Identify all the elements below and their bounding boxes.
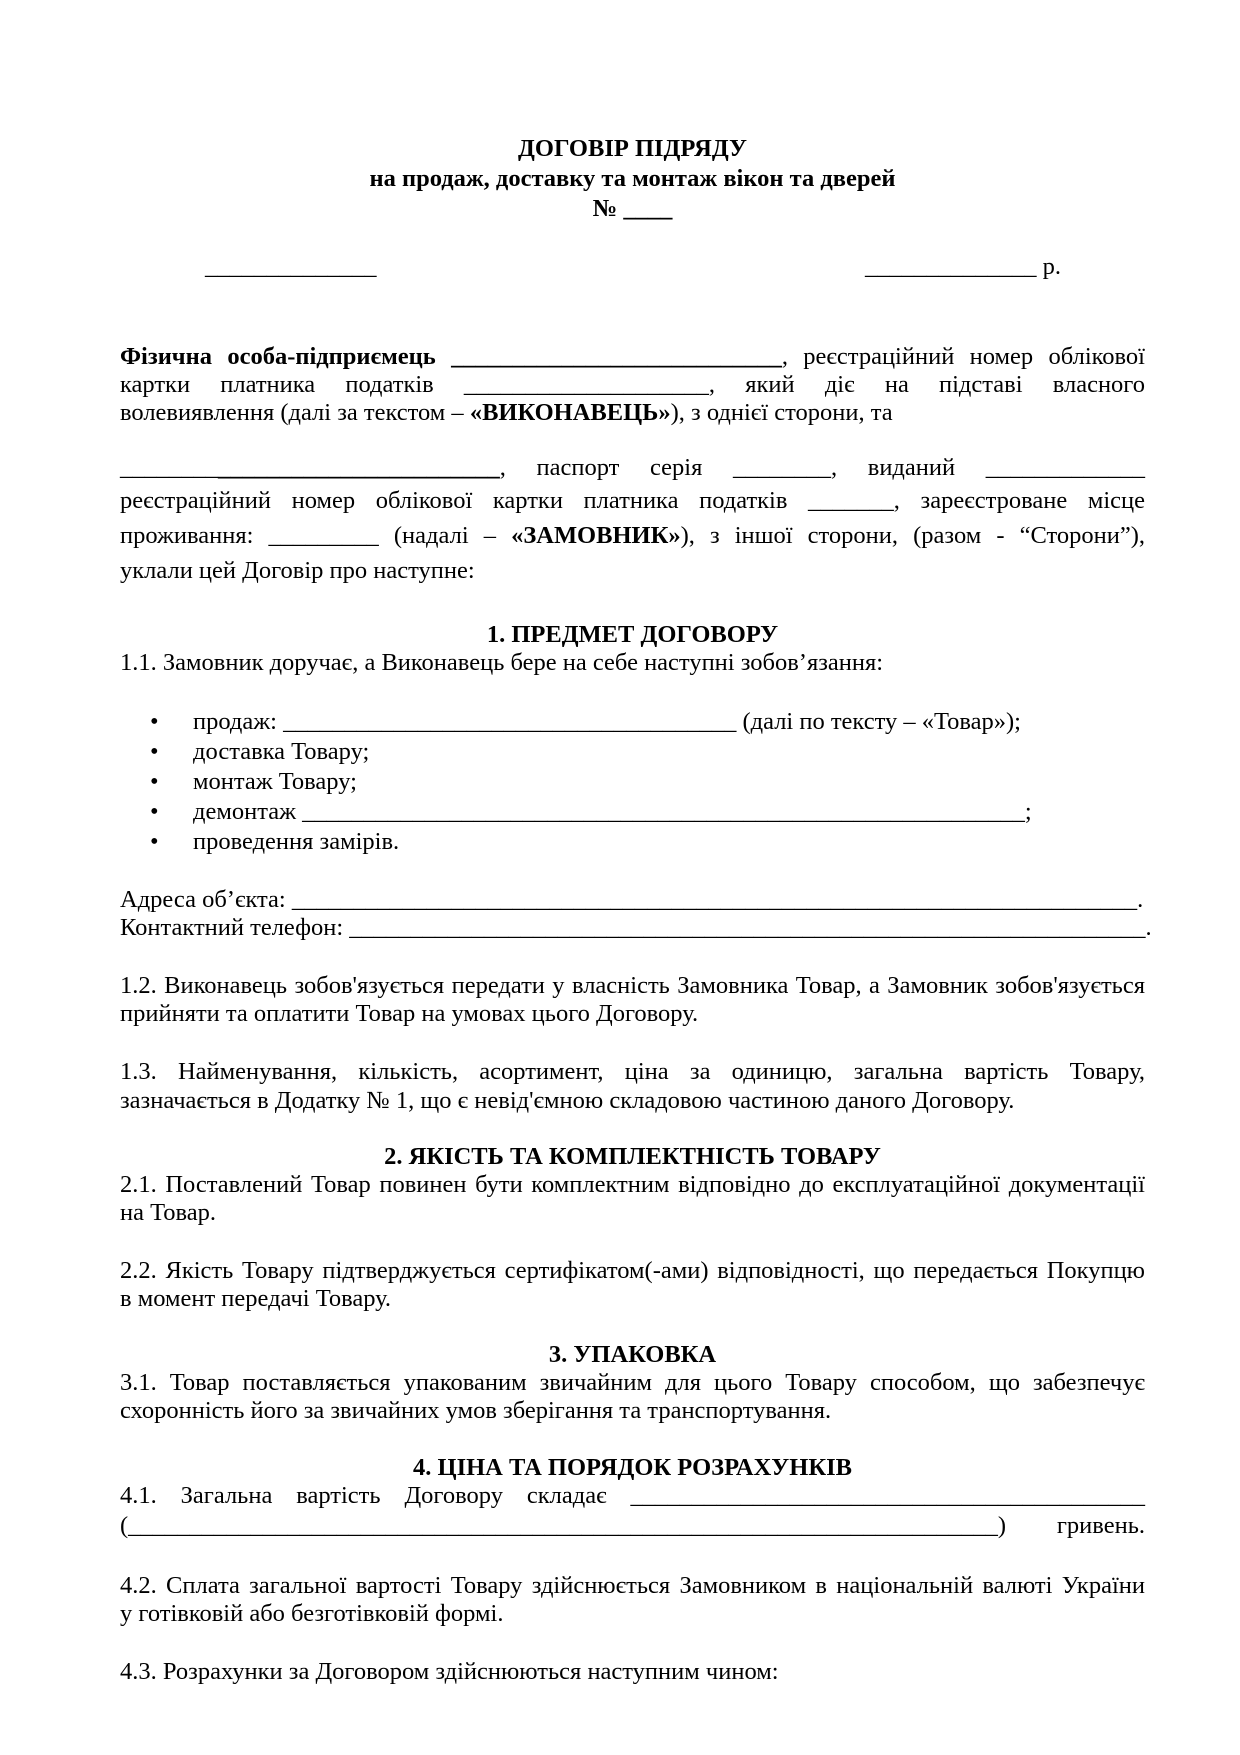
clause-3-1-line1: 3.1. Товар поставляється упакованим звичайним для цього Товару способом, що забезпечує [120,1369,1145,1396]
clause-1-3-line2: зазначається в Додатку № 1, що є невід'ємною складовою частиною даного Договору. [120,1087,1015,1114]
party2-line1-a: ________ [120,454,218,481]
party1-line2: картки платника податків ____________________, який діє на підставі власного [120,371,1145,398]
place-field: ______________ [205,253,377,280]
section4-heading: 4. ЦІНА ТА ПОРЯДОК РОЗРАХУНКІВ [413,1454,852,1481]
clause-4-2-line2: у готівковій або безготівковій формі. [120,1600,504,1627]
contractor-label: «ВИКОНАВЕЦЬ» [469,399,671,426]
list-item: проведення замірів. [193,828,400,855]
clause-4-2-line1: 4.2. Сплата загальної вартості Товару здійснюється Замовником в національній валюті України [120,1572,1145,1599]
party2-line3-a: проживання: _________ (надалі – [120,522,512,549]
bullet-marker: • [150,768,159,795]
clause-1-3-line1: 1.3. Найменування, кількість, асортимент, ціна за одиницю, загальна вартість Товару, [120,1058,1145,1085]
clause-1-2-line2: прийняти та оплатити Товар на умовах цього Договору. [120,1000,699,1027]
clause-2-2-line2: в момент передачі Товару. [120,1285,392,1312]
party1-line3-c: ), з однієї сторони, та [670,399,893,426]
document-subtitle: на продаж, доставку та монтаж вікон та дверей [369,165,896,192]
party2-line1 [120,453,1145,483]
clause-4-3: 4.3. Розрахунки за Договором здійснюються наступним чином: [120,1658,779,1685]
party2-line3-c: ), з іншої сторони, (разом - “Сторони”), [680,522,1145,549]
date-field: ______________ р. [865,253,1061,280]
list-item: демонтаж ___________________________________________________________; [193,798,1032,825]
clause-4-1-line1: 4.1. Загальна вартість Договору складає __________________________________________ [120,1482,1145,1509]
clause-1-1: 1.1. Замовник доручає, а Виконавець бере на себе наступні зобов’язання: [120,649,884,676]
bullet-marker: • [150,738,159,765]
party2-name-blank: _______________________ [218,454,500,481]
clause-3-1-line2: схоронність його за звичайних умов зберігання та транспортування. [120,1397,832,1424]
section1-heading: 1. ПРЕДМЕТ ДОГОВОРУ [486,621,779,648]
party2-line4: уклали цей Договір про наступне: [120,557,475,584]
list-item: продаж: _____________________________________ (далі по тексту – «Товар»); [193,708,1021,735]
object-address: Адреса об’єкта: _____________________________________________________________________. [120,886,1144,913]
party2-line3 [120,521,1145,551]
party1-line3 [120,398,1145,428]
clause-2-2-line1: 2.2. Якість Товару підтверджується сертифікатом(-ами) відповідності, що передається Покупцю [120,1257,1145,1284]
clause-4-1-line2: (_______________________________________________________________________) гривень. [120,1512,1145,1539]
clause-2-1-line1: 2.1. Поставлений Товар повинен бути комплектним відповідно до експлуатаційної документації [120,1171,1145,1198]
list-item: доставка Товару; [193,738,370,765]
party2-line2: реєстраційний номер облікової картки платника податків _______, зареєстроване місце [120,487,1145,514]
clause-2-1-line2: на Товар. [120,1199,216,1226]
section2-heading: 2. ЯКІСТЬ ТА КОМПЛЕКТНІСТЬ ТОВАРУ [384,1143,881,1170]
bullet-marker: • [150,708,159,735]
document-title: ДОГОВІР ПІДРЯДУ [518,135,747,162]
list-item: монтаж Товару; [193,768,357,795]
bullet-marker: • [150,798,159,825]
section3-heading: 3. УПАКОВКА [548,1341,717,1368]
customer-label: «ЗАМОВНИК» [511,522,681,549]
party1-entity: Фізична особа-підприємець ___________________________ [120,343,782,370]
party1-line1-rest: , реєстраційний номер облікової [781,343,1145,370]
party2-line1-c: , паспорт серія ________, виданий _____________ [499,454,1145,481]
document-number: № ____ [592,195,673,222]
party1-line3-a: волевиявлення (далі за текстом – [120,399,470,426]
clause-1-2-line1: 1.2. Виконавець зобов'язується передати у власність Замовника Товар, а Замовник зобов'язується [120,972,1145,999]
party1-line1 [120,342,1145,372]
contact-phone: Контактний телефон: _________________________________________________________________. [120,914,1152,941]
bullet-marker: • [150,828,159,855]
